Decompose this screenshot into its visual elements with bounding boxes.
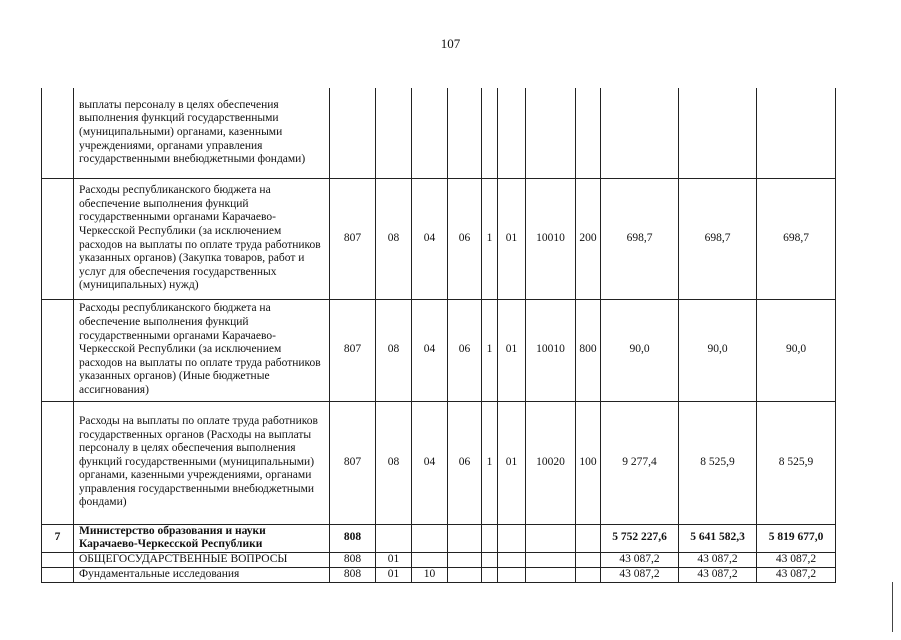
- code-program: 06: [448, 299, 482, 401]
- code-section: 08: [376, 299, 412, 401]
- code-expense-type: 200: [576, 178, 601, 299]
- code-section: 01: [376, 567, 412, 582]
- amount-year-2: 5 641 582,3: [679, 524, 757, 552]
- row-number: [42, 88, 74, 178]
- code-event: 01: [498, 178, 526, 299]
- row-number: [42, 552, 74, 567]
- row-description: ОБЩЕГОСУДАРСТВЕННЫЕ ВОПРОСЫ: [74, 552, 330, 567]
- code-program: [448, 552, 482, 567]
- code-subsection: [412, 552, 448, 567]
- code-ministry: 808: [330, 567, 376, 582]
- amount-year-1: 90,0: [601, 299, 679, 401]
- budget-table: [41, 88, 836, 583]
- amount-year-1: 5 752 227,6: [601, 524, 679, 552]
- code-event: [498, 88, 526, 178]
- table-row: [42, 178, 836, 299]
- code-expense-type: [576, 552, 601, 567]
- table-row: [42, 88, 836, 178]
- code-subprogram: [482, 524, 498, 552]
- code-program: [448, 88, 482, 178]
- code-subprogram: 1: [482, 401, 498, 524]
- code-expense-type: 100: [576, 401, 601, 524]
- code-section: 08: [376, 401, 412, 524]
- amount-year-3: 5 819 677,0: [757, 524, 836, 552]
- code-ministry: 807: [330, 401, 376, 524]
- code-event: [498, 552, 526, 567]
- amount-year-2: 43 087,2: [679, 552, 757, 567]
- row-number: [42, 401, 74, 524]
- code-subsection: 10: [412, 567, 448, 582]
- code-direction: [526, 552, 576, 567]
- table-row: [42, 567, 836, 582]
- amount-year-2: 43 087,2: [679, 567, 757, 582]
- amount-year-1: 9 277,4: [601, 401, 679, 524]
- amount-year-2: 90,0: [679, 299, 757, 401]
- row-number: 7: [42, 524, 74, 552]
- row-number: [42, 567, 74, 582]
- amount-year-3: 8 525,9: [757, 401, 836, 524]
- row-description: Министерство образования и науки Карачаево-Черкесской Республики: [74, 524, 330, 552]
- amount-year-3: 698,7: [757, 178, 836, 299]
- code-subsection: 04: [412, 178, 448, 299]
- code-direction: 10010: [526, 299, 576, 401]
- amount-year-1: 43 087,2: [601, 552, 679, 567]
- code-direction: 10020: [526, 401, 576, 524]
- code-ministry: [330, 88, 376, 178]
- code-ministry: 807: [330, 299, 376, 401]
- code-subsection: 04: [412, 299, 448, 401]
- table-row: [42, 524, 836, 552]
- row-number: [42, 299, 74, 401]
- code-event: 01: [498, 401, 526, 524]
- code-event: [498, 524, 526, 552]
- row-description: Фундаментальные исследования: [74, 567, 330, 582]
- code-program: [448, 524, 482, 552]
- code-expense-type: [576, 567, 601, 582]
- code-program: [448, 567, 482, 582]
- code-expense-type: [576, 88, 601, 178]
- code-expense-type: [576, 524, 601, 552]
- amount-year-2: [679, 88, 757, 178]
- scan-artifact-line: [892, 582, 893, 632]
- code-subprogram: [482, 552, 498, 567]
- code-subprogram: 1: [482, 178, 498, 299]
- table-row: [42, 401, 836, 524]
- code-section: [376, 88, 412, 178]
- amount-year-3: [757, 88, 836, 178]
- code-subprogram: 1: [482, 299, 498, 401]
- code-ministry: 808: [330, 524, 376, 552]
- amount-year-2: 698,7: [679, 178, 757, 299]
- code-expense-type: 800: [576, 299, 601, 401]
- row-description: Расходы республиканского бюджета на обеспечение выполнения функций государственными органами Карачаево-Черкесской Республики (за исключением расходов на выплаты по оплате труда работников указанных органов) (Иные бюджетные ассигнования): [74, 299, 330, 401]
- row-number: [42, 178, 74, 299]
- code-event: [498, 567, 526, 582]
- amount-year-3: 43 087,2: [757, 567, 836, 582]
- code-subprogram: [482, 567, 498, 582]
- amount-year-3: 90,0: [757, 299, 836, 401]
- code-direction: [526, 567, 576, 582]
- code-subsection: 04: [412, 401, 448, 524]
- amount-year-2: 8 525,9: [679, 401, 757, 524]
- amount-year-1: 43 087,2: [601, 567, 679, 582]
- row-description: Расходы на выплаты по оплате труда работников государственных органов (Расходы на выплаты персоналу в целях обеспечения выполнения функций государственными (муниципальными) органами, казенными учреждениями, органами управления государственными внебюджетными фондами): [74, 401, 330, 524]
- amount-year-3: 43 087,2: [757, 552, 836, 567]
- row-description: выплаты персоналу в целях обеспечения выполнения функций государственными (муниципальными) органами, казенными учреждениями, органами управления государственными внебюджетными фондами): [74, 88, 330, 178]
- code-section: 01: [376, 552, 412, 567]
- code-section: 08: [376, 178, 412, 299]
- code-direction: 10010: [526, 178, 576, 299]
- amount-year-1: [601, 88, 679, 178]
- row-description: Расходы республиканского бюджета на обеспечение выполнения функций государственными органами Карачаево-Черкесской Республики (за исключением расходов на выплаты по оплате труда работников указанных органов) (Закупка товаров, работ и услуг для обеспечения государственных (муниципальных) нужд): [74, 178, 330, 299]
- code-ministry: 808: [330, 552, 376, 567]
- code-direction: [526, 524, 576, 552]
- page-number: 107: [440, 36, 461, 51]
- amount-year-1: 698,7: [601, 178, 679, 299]
- code-ministry: 807: [330, 178, 376, 299]
- table-row: [42, 552, 836, 567]
- code-subprogram: [482, 88, 498, 178]
- code-section: [376, 524, 412, 552]
- code-subsection: [412, 524, 448, 552]
- code-direction: [526, 88, 576, 178]
- code-event: 01: [498, 299, 526, 401]
- table-row: [42, 299, 836, 401]
- code-program: 06: [448, 178, 482, 299]
- code-program: 06: [448, 401, 482, 524]
- code-subsection: [412, 88, 448, 178]
